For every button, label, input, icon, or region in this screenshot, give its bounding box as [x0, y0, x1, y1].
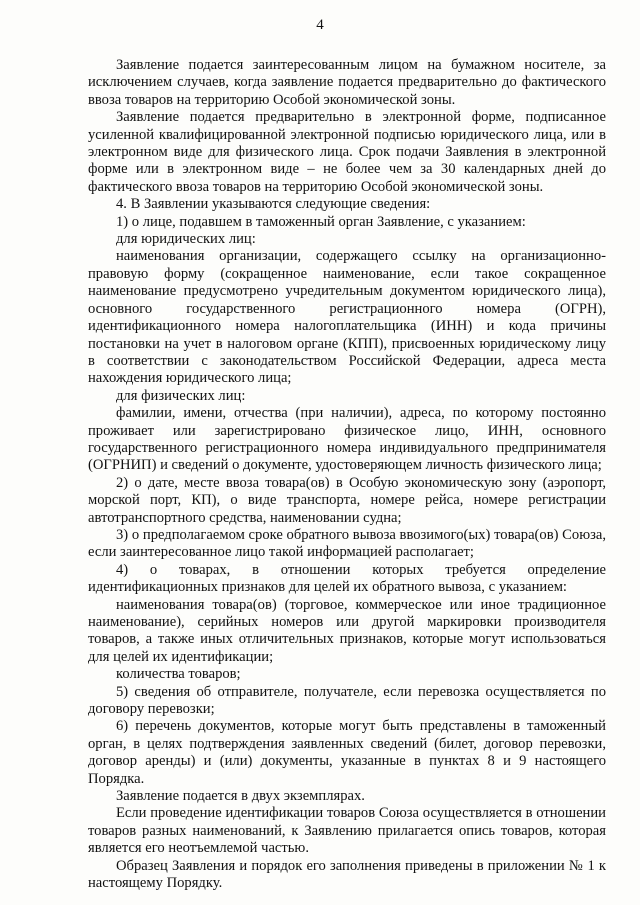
paragraph: Заявление подается заинтересованным лицом на бумажном носителе, за исключением случаев, когда заявление подается предварительно до фактического ввоза товаров на территорию Особой экономической зоны.: [88, 57, 606, 108]
subheading: для физических лиц:: [116, 387, 246, 404]
paragraph: наименования организации, содержащего ссылку на организационно-правовую форму (сокращенное наименование, если такое сокращенное наименование предусмотрено учредительным документом юридического лица), основного государственного регистрационного номера (ОГРН), идентификационного номера налогоплательщика (ИНН) и кода причины постановки на учет в налоговом органе (КПП), присвоенных юридическому лицу в соответствии с законодательством Российской Федерации, адреса места нахождения юридического лица;: [88, 248, 606, 387]
paragraph: фамилии, имени, отчества (при наличии), адреса, по которому постоянно проживает или зарегистрировано физическое лицо, ИНН, основного государственного регистрационного номера индивидуального предпринимателя (ОГРНИП) и сведений о документе, удостоверяющем личность физического лица;: [88, 405, 606, 474]
list-item: 5) сведения об отправителе, получателе, если перевозка осуществляется по договору перевозки;: [88, 683, 606, 718]
paragraph: Заявление подается в двух экземплярах.: [116, 788, 365, 805]
paragraph: количества товаров;: [116, 666, 241, 683]
paragraph: Если проведение идентификации товаров Союза осуществляется в отношении товаров разных наименований, к Заявлению прилагается опись товаров, которая является его неотъемлемой частью.: [88, 805, 606, 857]
page-number: 4: [316, 17, 324, 33]
document-body: [88, 57, 606, 893]
list-item: 2) о дате, месте ввоза товара(ов) в Особую экономическую зону (аэропорт, морской порт, КП), о виде транспорта, номере рейса, номере регистрации автотранспортного средства, наименовании судна;: [88, 474, 606, 526]
paragraph: Образец Заявления и порядок его заполнения приведены в приложении № 1 к настоящему Порядку.: [88, 857, 606, 892]
list-item: 6) перечень документов, которые могут быть представлены в таможенный орган, в целях подтверждения заявленных сведений (билет, договор перевозки, договор аренды) и (или) документы, указанные в пунктах 8 и 9 настоящего Порядка.: [88, 718, 606, 787]
list-item: 4) о товарах, в отношении которых требуется определение идентификационных признаков для целей их обратного вывоза, с указанием:: [88, 561, 606, 596]
list-item: 1) о лице, подавшем в таможенный орган Заявление, с указанием:: [116, 213, 526, 230]
list-item: 3) о предполагаемом сроке обратного вывоза ввозимого(ых) товара(ов) Союза, если заинтересованное лицо такой информацией располагает;: [88, 526, 606, 561]
subheading: для юридических лиц:: [116, 231, 256, 248]
paragraph: Заявление подается предварительно в электронной форме, подписанное усиленной квалифицированной электронной подписью юридического лица, или в электронном виде для физического лица. Срок подачи Заявления в электронной форме или в электронном виде – не более чем за 30 календарных дней до фактического ввоза товаров на территорию Особой экономической зоны.: [88, 109, 606, 195]
paragraph: наименования товара(ов) (торговое, коммерческое или иное традиционное наименование), серийных номеров или другой маркировки производителя товаров, а также иных отличительных признаков, которые могут использоваться для целей их идентификации;: [88, 596, 606, 665]
section-heading: 4. В Заявлении указываются следующие сведения:: [116, 196, 431, 213]
